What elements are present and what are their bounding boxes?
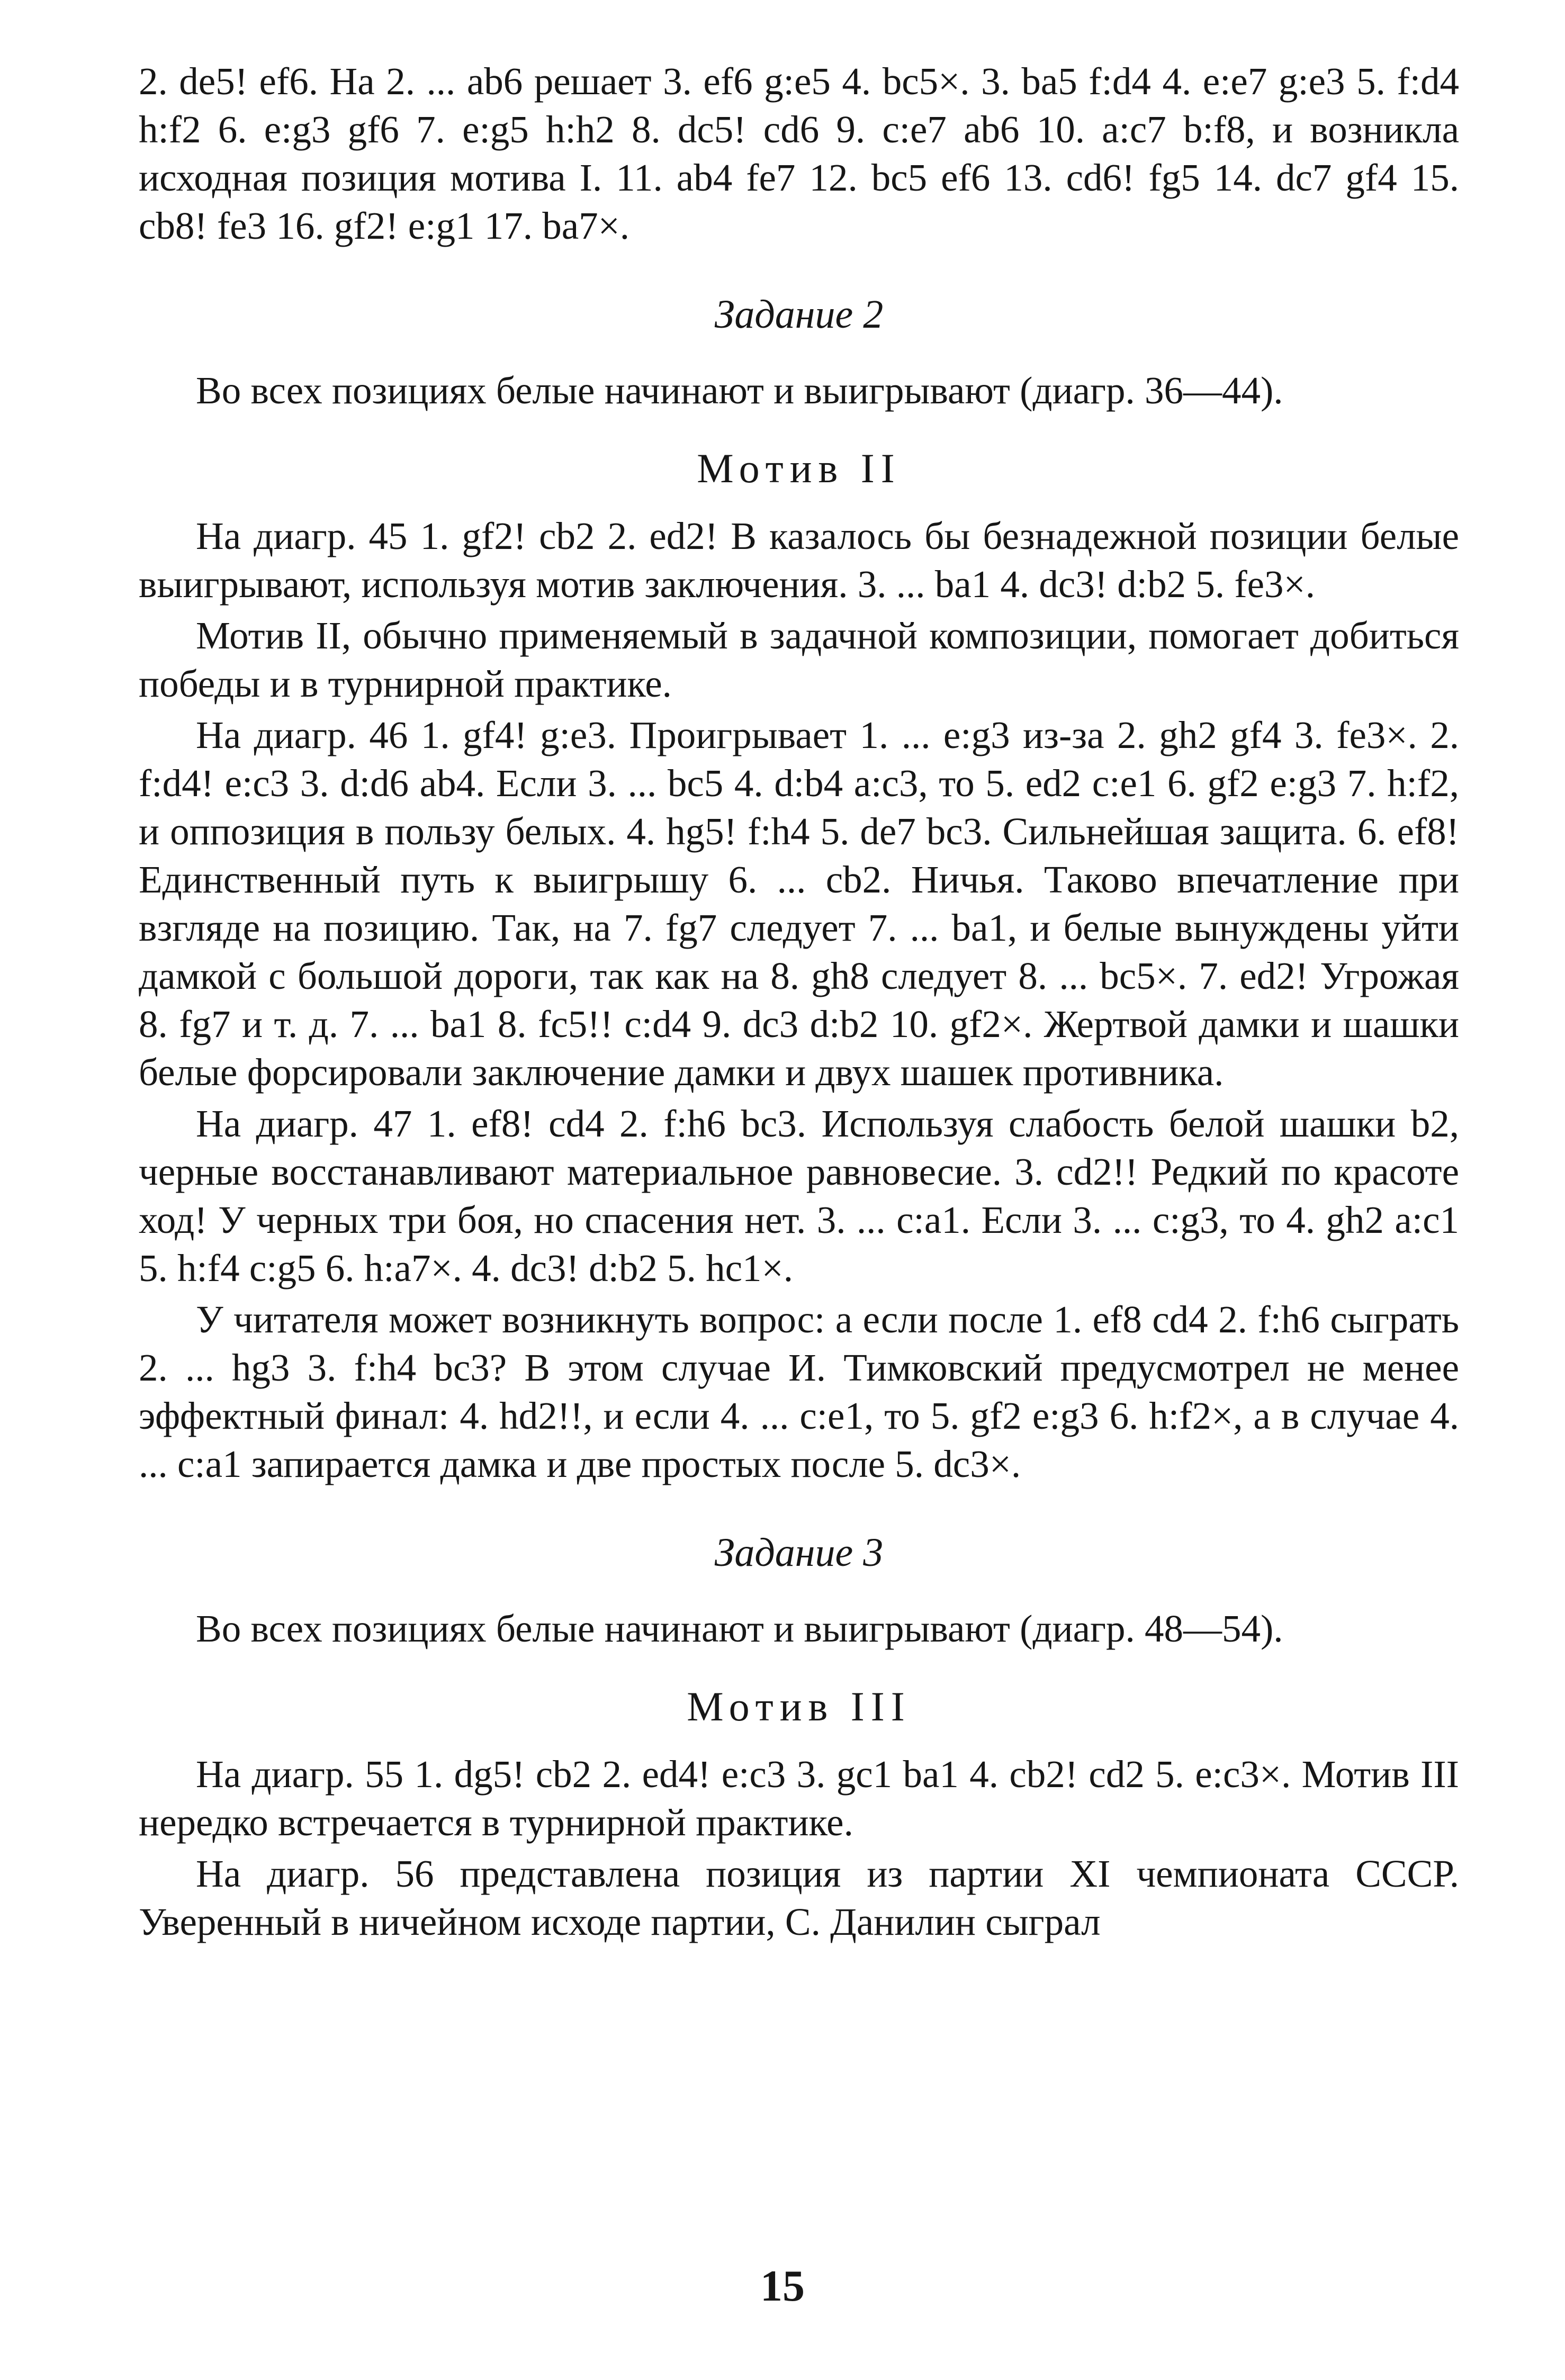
task-2-text: Во всех позициях белые начинают и выигрывают (диагр. 36—44). (196, 369, 1283, 412)
intro-paragraph: 2. de5! ef6. На 2. ... ab6 решает 3. ef6 g:e5 4. bc5×. 3. ba5 f:d4 4. e:e7 g:e3 5. f:d4 h:f2 6. e:g3 gf6 7. e:g5 h:h2 8. dc5! cd6 9. c:e7 ab6 10. a:c7 b:f8, и возникла исходная позиция мотива I. 11. ab4 fe7 12. bc5 ef6 13. cd6! fg5 14. dc7 gf4 15. cb8! fe3 16. gf2! e:g1 17. ba7×. (139, 60, 1459, 247)
motif-2-paragraph-5: У читателя может возникнуть вопрос: а если после 1. ef8 cd4 2. f:h6 сыграть 2. ... hg3 3. f:h4 bc3? В этом случае И. Тимковский предусмотрел не менее эффектный финал: 4. hd2!!, и если 4. ... c:e1, то 5. gf2 e:g3 6. h:f2×, а в случае 4. ... c:a1 запирается дамка и две простых после 5. dc3×. (139, 1298, 1459, 1485)
motif-2-paragraph-3: На диагр. 46 1. gf4! g:e3. Проигрывает 1. ... e:g3 из-за 2. gh2 gf4 3. fe3×. 2. f:d4! e:c3 3. d:d6 ab4. Если 3. ... bc5 4. d:b4 a:c3, то 5. ed2 c:e1 6. gf2 e:g3 7. h:f2, и оппозиция в пользу белых. 4. hg5! f:h4 5. de7 bc3. Сильнейшая защита. 6. ef8! Единственный путь к выигрышу 6. ... cb2. Ничья. Таково впечатление при взгляде на позицию. Так, на 7. fg7 следует 7. ... ba1, и белые вынуждены уйти дамкой с большой дороги, так как на 8. gh8 следует 8. ... bc5×. 7. ed2! Угрожая 8. fg7 и т. д. 7. ... ba1 8. fc5!! c:d4 9. dc3 d:b2 10. gf2×. Жертвой дамки и шашки белые форсировали заключение дамки и двух шашек противника. (139, 714, 1459, 1094)
task-3-text: Во всех позициях белые начинают и выигрывают (диагр. 48—54). (196, 1607, 1283, 1650)
task-3-heading: Задание 3 (714, 1530, 884, 1575)
motif-2-paragraph-2: Мотив II, обычно применяемый в задачной композиции, помогает добиться победы и в турнирной практике. (139, 614, 1459, 705)
task-2-heading: Задание 2 (714, 292, 884, 337)
motif-2-heading: Мотив II (697, 445, 901, 491)
motif-3-paragraph-1: На диагр. 55 1. dg5! cb2 2. ed4! e:c3 3. gc1 ba1 4. cb2! cd2 5. e:c3×. Мотив III нередко встречается в турнирной практике. (139, 1753, 1459, 1844)
page-body (139, 57, 1459, 1946)
motif-2-paragraph-1: На диагр. 45 1. gf2! cb2 2. ed2! В казалось бы безнадежной позиции белые выигрывают, используя мотив заключения. 3. ... ba1 4. dc3! d:b2 5. fe3×. (139, 515, 1459, 606)
page-number: 15 (760, 2261, 805, 2311)
motif-2-paragraph-4: На диагр. 47 1. ef8! cd4 2. f:h6 bc3. Используя слабость белой шашки b2, черные восстанавливают материальное равновесие. 3. cd2!! Редкий по красоте ход! У черных три боя, но спасения нет. 3. ... c:a1. Если 3. ... c:g3, то 4. gh2 a:c1 5. h:f4 c:g5 6. h:a7×. 4. dc3! d:b2 5. hc1×. (139, 1102, 1459, 1290)
motif-3-heading: Мотив III (687, 1683, 911, 1729)
motif-3-paragraph-2: На диагр. 56 представлена позиция из партии XI чемпионата СССР. Уверенный в ничейном исходе партии, С. Данилин сыграл (139, 1852, 1459, 1943)
